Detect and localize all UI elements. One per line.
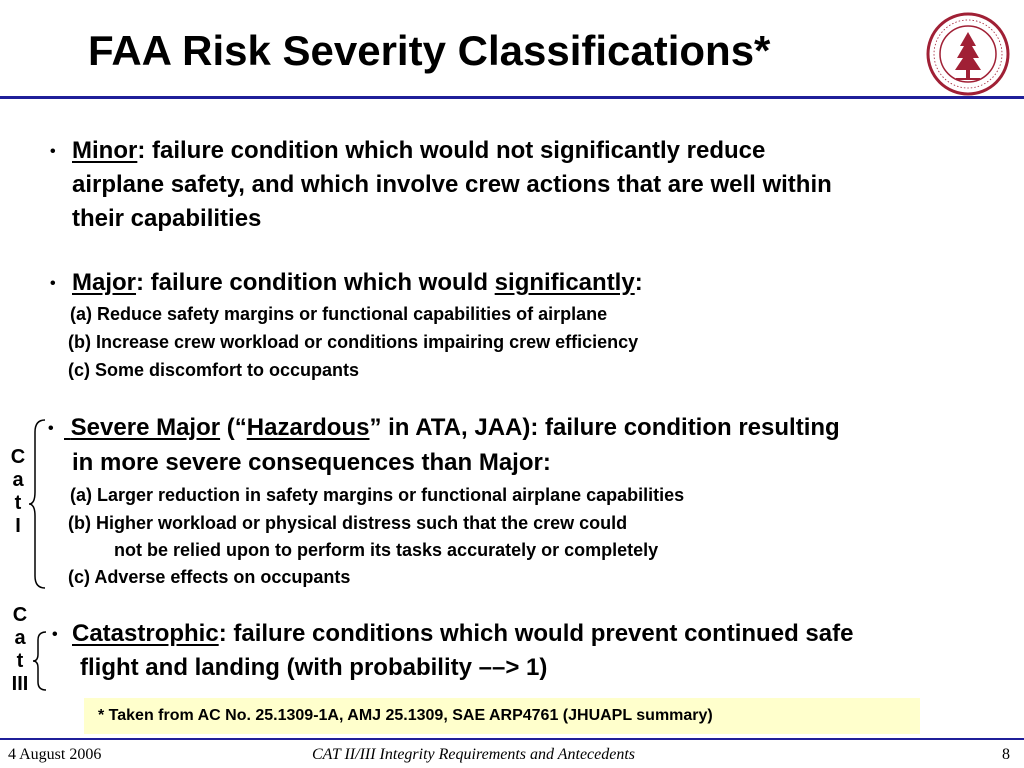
page-number: 8 xyxy=(1002,746,1010,763)
bullet-dot: • xyxy=(50,143,56,160)
minor-line-1: Minor: failure condition which would not significantly reduce xyxy=(72,137,766,164)
severe-major-item-b-cont: not be relied upon to perform its tasks accurately or completely xyxy=(114,540,659,560)
bullet-dot: • xyxy=(52,626,58,643)
cat-i-bracket xyxy=(28,418,48,590)
bullet-dot: • xyxy=(50,275,56,292)
major-item-b: (b) Increase crew workload or conditions impairing crew efficiency xyxy=(68,332,639,352)
major-term: Major xyxy=(72,269,137,296)
bullet-dot: • xyxy=(48,420,54,437)
footer-divider xyxy=(0,738,1024,740)
minor-line-2: airplane safety, and which involve crew actions that are well within xyxy=(72,171,832,198)
cat-i-label: C a t I xyxy=(10,446,26,537)
major-item-a: (a) Reduce safety margins or functional capabilities of airplane xyxy=(70,304,608,324)
minor-line-3: their capabilities xyxy=(72,205,262,232)
severe-major-item-b: (b) Higher workload or physical distress such that the crew could xyxy=(68,513,628,533)
footnote: * Taken from AC No. 25.1309-1A, AMJ 25.1309, SAE ARP4761 (JHUAPL summary) xyxy=(84,698,920,734)
minor-term: Minor xyxy=(72,137,138,164)
severe-major-line-2: in more severe consequences than Major: xyxy=(72,449,551,476)
major-emphasis: significantly xyxy=(494,269,635,296)
slide-title: FAA Risk Severity Classifications* xyxy=(88,27,771,74)
stanford-seal-logo xyxy=(926,12,1010,96)
arrow-symbol: ––> xyxy=(478,654,520,681)
footer-date: 4 August 2006 xyxy=(8,746,102,763)
cat-iii-bracket xyxy=(32,630,48,692)
hazardous-term: Hazardous xyxy=(246,414,370,441)
footer-title: CAT II/III Integrity Requirements and Antecedents xyxy=(312,746,636,763)
catastrophic-term: Catastrophic xyxy=(72,620,219,647)
title-divider xyxy=(0,96,1024,99)
severe-major-line-1: Severe Major (“Hazardous” in ATA, JAA): failure condition resulting xyxy=(64,411,840,445)
severe-major-term: Severe Major xyxy=(70,414,221,441)
catastrophic-line-2: flight and landing (with probability ––> 1) xyxy=(80,654,548,681)
severe-major-item-a: (a) Larger reduction in safety margins or functional airplane capabilities xyxy=(70,485,685,505)
major-line-1: Major: failure condition which would significantly: xyxy=(72,269,643,296)
catastrophic-line-1: Catastrophic: failure conditions which would prevent continued safe xyxy=(72,620,854,647)
cat-iii-label: C a t III xyxy=(11,604,29,695)
severe-major-item-c: (c) Adverse effects on occupants xyxy=(68,567,351,587)
major-item-c: (c) Some discomfort to occupants xyxy=(68,360,360,380)
